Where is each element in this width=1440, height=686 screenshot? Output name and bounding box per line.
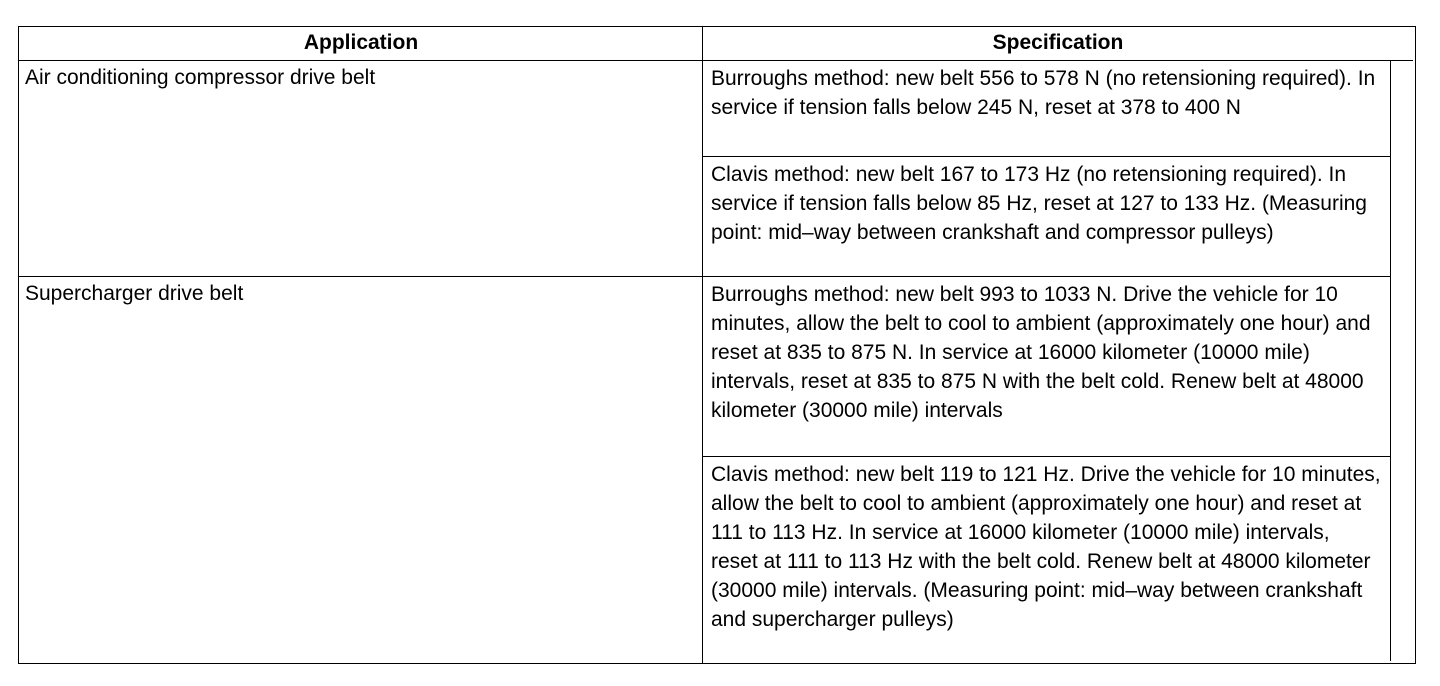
table-margin-strip bbox=[1391, 61, 1413, 661]
spec-cell-clavis: Clavis method: new belt 119 to 121 Hz. Drive the vehicle for 10 minutes, allow the belt to cool to ambient (approximately one hour) and reset at 111 to 113 Hz. In service at 16000 kilometer (10000 mile) intervals, reset at 111 to 113 Hz with the belt cold. Renew belt at 48000 kilometer (30000 mile) intervals. (Measuring point: mid–way between crankshaft and supercharger pulleys) bbox=[703, 457, 1391, 661]
spec-cell-burroughs: Burroughs method: new belt 993 to 1033 N. Drive the vehicle for 10 minutes, allow the belt to cool to ambient (approximately one hour) and reset at 835 to 875 N. In service at 16000 kilometer (10000 mile) intervals, reset at 835 to 875 N with the belt cold. Renew belt at 48000 kilometer (30000 mile) intervals bbox=[703, 277, 1391, 457]
application-cell: Supercharger drive belt bbox=[25, 282, 244, 305]
header-specification: Specification bbox=[703, 27, 1413, 61]
belt-tension-table bbox=[18, 26, 1416, 664]
application-cell: Air conditioning compressor drive belt bbox=[19, 61, 703, 277]
spec-cell-burroughs: Burroughs method: new belt 556 to 578 N (no retensioning required). In service if tension falls below 245 N, reset at 378 to 400 N bbox=[703, 61, 1391, 157]
header-application: Application bbox=[19, 27, 703, 61]
spec-cell-clavis: Clavis method: new belt 167 to 173 Hz (no retensioning required). In service if tension falls below 85 Hz, reset at 127 to 133 Hz. (Measuring point: mid–way between crankshaft and compressor pulleys) bbox=[703, 157, 1391, 277]
